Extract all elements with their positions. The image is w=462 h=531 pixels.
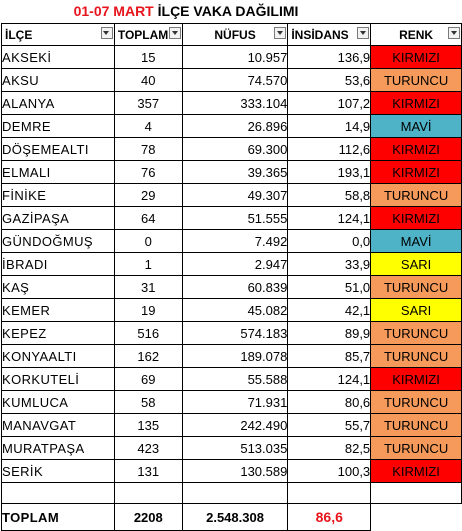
population-cell[interactable]: 49.307 bbox=[182, 184, 288, 207]
case-total-cell[interactable]: 29 bbox=[114, 184, 182, 207]
case-total-cell[interactable]: 131 bbox=[114, 460, 182, 483]
population-cell[interactable]: 574.183 bbox=[182, 322, 288, 345]
case-total-cell[interactable]: 162 bbox=[114, 345, 182, 368]
table-row bbox=[2, 414, 462, 437]
incidence-cell[interactable]: 55,7 bbox=[288, 414, 371, 437]
district-name-cell[interactable]: SERİK bbox=[2, 460, 115, 483]
empty-cell[interactable] bbox=[114, 483, 182, 504]
incidence-cell[interactable]: 89,9 bbox=[288, 322, 371, 345]
incidence-cell[interactable]: 80,6 bbox=[288, 391, 371, 414]
case-total-cell[interactable]: 78 bbox=[114, 138, 182, 161]
population-cell[interactable]: 10.957 bbox=[182, 46, 288, 69]
header-ilce-label: İLÇE bbox=[5, 27, 33, 42]
population-cell[interactable]: 513.035 bbox=[182, 437, 288, 460]
filter-dropdown-icon[interactable] bbox=[448, 27, 460, 39]
header-insidans-label: İNSİDANS bbox=[291, 27, 349, 42]
population-cell[interactable]: 69.300 bbox=[182, 138, 288, 161]
filter-dropdown-icon[interactable] bbox=[169, 27, 181, 39]
population-cell[interactable]: 189.078 bbox=[182, 345, 288, 368]
population-cell[interactable]: 71.931 bbox=[182, 391, 288, 414]
case-total-cell[interactable]: 357 bbox=[114, 92, 182, 115]
incidence-cell[interactable]: 0,0 bbox=[288, 230, 371, 253]
district-name-cell[interactable]: GÜNDOĞMUŞ bbox=[2, 230, 115, 253]
table-row bbox=[2, 69, 462, 92]
district-name-cell[interactable]: DEMRE bbox=[2, 115, 115, 138]
case-total-cell[interactable]: 19 bbox=[114, 299, 182, 322]
district-name-cell[interactable]: KONYAALTI bbox=[2, 345, 115, 368]
table-row bbox=[2, 391, 462, 414]
case-total-cell[interactable]: 135 bbox=[114, 414, 182, 437]
empty-cell[interactable] bbox=[371, 483, 462, 504]
header-renk bbox=[371, 24, 462, 46]
risk-color-cell[interactable]: KIRMIZI bbox=[371, 92, 462, 115]
district-name-cell[interactable]: KEPEZ bbox=[2, 322, 115, 345]
risk-color-cell[interactable]: MAVİ bbox=[371, 230, 462, 253]
risk-color-cell[interactable]: TURUNCU bbox=[371, 322, 462, 345]
table-row bbox=[2, 161, 462, 184]
population-cell[interactable]: 45.082 bbox=[182, 299, 288, 322]
district-name-cell[interactable]: MANAVGAT bbox=[2, 414, 115, 437]
risk-color-cell[interactable]: TURUNCU bbox=[371, 345, 462, 368]
filter-dropdown-icon[interactable] bbox=[357, 27, 369, 39]
district-name-cell[interactable]: KUMLUCA bbox=[2, 391, 115, 414]
population-cell[interactable]: 39.365 bbox=[182, 161, 288, 184]
incidence-cell[interactable]: 85,7 bbox=[288, 345, 371, 368]
case-total-cell[interactable]: 69 bbox=[114, 368, 182, 391]
table-row bbox=[2, 230, 462, 253]
empty-row bbox=[2, 483, 462, 504]
case-total-cell[interactable]: 1 bbox=[114, 253, 182, 276]
population-cell[interactable]: 51.555 bbox=[182, 207, 288, 230]
header-toplam bbox=[114, 24, 182, 46]
district-name-cell[interactable]: FİNİKE bbox=[2, 184, 115, 207]
table-row bbox=[2, 92, 462, 115]
population-cell[interactable]: 2.947 bbox=[182, 253, 288, 276]
table-row bbox=[2, 253, 462, 276]
case-total-cell[interactable]: 40 bbox=[114, 69, 182, 92]
incidence-cell[interactable]: 100,3 bbox=[288, 460, 371, 483]
title-date: 01-07 MART bbox=[73, 3, 154, 19]
case-total-cell[interactable]: 64 bbox=[114, 207, 182, 230]
district-name-cell[interactable]: ALANYA bbox=[2, 92, 115, 115]
incidence-cell[interactable]: 124,1 bbox=[288, 207, 371, 230]
total-cases[interactable]: 2208 bbox=[114, 504, 182, 531]
risk-color-cell[interactable]: KIRMIZI bbox=[371, 161, 462, 184]
filter-sort-icon[interactable] bbox=[101, 27, 113, 39]
district-name-cell[interactable]: ELMALI bbox=[2, 161, 115, 184]
header-toplam-label: TOPLAM bbox=[117, 27, 169, 42]
incidence-cell[interactable]: 58,8 bbox=[288, 184, 371, 207]
table-row bbox=[2, 345, 462, 368]
table-row bbox=[2, 460, 462, 483]
population-cell[interactable]: 60.839 bbox=[182, 276, 288, 299]
population-cell[interactable]: 7.492 bbox=[182, 230, 288, 253]
district-name-cell[interactable]: İBRADI bbox=[2, 253, 115, 276]
total-label[interactable]: TOPLAM bbox=[2, 504, 115, 531]
population-cell[interactable]: 55.588 bbox=[182, 368, 288, 391]
incidence-cell[interactable]: 14,9 bbox=[288, 115, 371, 138]
incidence-cell[interactable]: 51,0 bbox=[288, 276, 371, 299]
district-name-cell[interactable]: DÖŞEMEALTI bbox=[2, 138, 115, 161]
district-name-cell[interactable]: KORKUTELİ bbox=[2, 368, 115, 391]
district-case-table bbox=[1, 23, 462, 531]
case-total-cell[interactable]: 31 bbox=[114, 276, 182, 299]
case-total-cell[interactable]: 58 bbox=[114, 391, 182, 414]
district-name-cell[interactable]: GAZİPAŞA bbox=[2, 207, 115, 230]
incidence-cell[interactable]: 112,6 bbox=[288, 138, 371, 161]
district-name-cell[interactable]: AKSU bbox=[2, 69, 115, 92]
district-name-cell[interactable]: KAŞ bbox=[2, 276, 115, 299]
case-total-cell[interactable]: 15 bbox=[114, 46, 182, 69]
filter-dropdown-icon[interactable] bbox=[274, 27, 286, 39]
risk-color-cell[interactable]: TURUNCU bbox=[371, 69, 462, 92]
risk-color-cell[interactable]: TURUNCU bbox=[371, 391, 462, 414]
table-row bbox=[2, 115, 462, 138]
table-row bbox=[2, 368, 462, 391]
header-nufus-label: NÜFUS bbox=[214, 27, 256, 42]
title-text: İLÇE VAKA DAĞILIMI bbox=[153, 3, 299, 19]
total-renk-blank bbox=[371, 504, 462, 531]
risk-color-cell[interactable]: KIRMIZI bbox=[371, 460, 462, 483]
risk-color-cell[interactable]: KIRMIZI bbox=[371, 368, 462, 391]
total-incidence[interactable]: 86,6 bbox=[288, 504, 371, 531]
header-insidans bbox=[288, 24, 371, 46]
district-name-cell[interactable]: KEMER bbox=[2, 299, 115, 322]
case-total-cell[interactable]: 0 bbox=[114, 230, 182, 253]
risk-color-cell[interactable]: TURUNCU bbox=[371, 414, 462, 437]
total-row bbox=[2, 504, 462, 531]
risk-color-cell[interactable]: SARI bbox=[371, 253, 462, 276]
incidence-cell[interactable]: 124,1 bbox=[288, 368, 371, 391]
header-renk-label: RENK bbox=[399, 27, 434, 42]
risk-color-cell[interactable]: KIRMIZI bbox=[371, 46, 462, 69]
table-row bbox=[2, 299, 462, 322]
district-name-cell[interactable]: MURATPAŞA bbox=[2, 437, 115, 460]
risk-color-cell[interactable]: MAVİ bbox=[371, 115, 462, 138]
population-cell[interactable]: 26.896 bbox=[182, 115, 288, 138]
case-total-cell[interactable]: 76 bbox=[114, 161, 182, 184]
empty-cell[interactable] bbox=[2, 483, 115, 504]
risk-color-cell[interactable]: TURUNCU bbox=[371, 437, 462, 460]
incidence-cell[interactable]: 33,9 bbox=[288, 253, 371, 276]
incidence-cell[interactable]: 107,2 bbox=[288, 92, 371, 115]
table-row bbox=[2, 322, 462, 345]
population-cell[interactable]: 130.589 bbox=[182, 460, 288, 483]
table-title bbox=[0, 0, 372, 22]
incidence-cell[interactable]: 193,1 bbox=[288, 161, 371, 184]
district-name-cell[interactable]: AKSEKİ bbox=[2, 46, 115, 69]
population-cell[interactable]: 242.490 bbox=[182, 414, 288, 437]
incidence-cell[interactable]: 53,6 bbox=[288, 69, 371, 92]
risk-color-cell[interactable]: TURUNCU bbox=[371, 184, 462, 207]
population-cell[interactable]: 333.104 bbox=[182, 92, 288, 115]
table-row bbox=[2, 437, 462, 460]
risk-color-cell[interactable]: SARI bbox=[371, 299, 462, 322]
table-row bbox=[2, 184, 462, 207]
incidence-cell[interactable]: 82,5 bbox=[288, 437, 371, 460]
table-row bbox=[2, 138, 462, 161]
header-ilce bbox=[2, 24, 115, 46]
table-row bbox=[2, 276, 462, 299]
table-row bbox=[2, 46, 462, 69]
risk-color-cell[interactable]: TURUNCU bbox=[371, 276, 462, 299]
population-cell[interactable]: 74.570 bbox=[182, 69, 288, 92]
empty-cell[interactable] bbox=[288, 483, 371, 504]
case-total-cell[interactable]: 516 bbox=[114, 322, 182, 345]
total-population[interactable]: 2.548.308 bbox=[182, 504, 288, 531]
incidence-cell[interactable]: 42,1 bbox=[288, 299, 371, 322]
incidence-cell[interactable]: 136,9 bbox=[288, 46, 371, 69]
table-row bbox=[2, 207, 462, 230]
header-row bbox=[2, 24, 462, 46]
header-nufus bbox=[182, 24, 288, 46]
empty-cell[interactable] bbox=[182, 483, 288, 504]
risk-color-cell[interactable]: KIRMIZI bbox=[371, 207, 462, 230]
case-total-cell[interactable]: 4 bbox=[114, 115, 182, 138]
risk-color-cell[interactable]: KIRMIZI bbox=[371, 138, 462, 161]
case-total-cell[interactable]: 423 bbox=[114, 437, 182, 460]
